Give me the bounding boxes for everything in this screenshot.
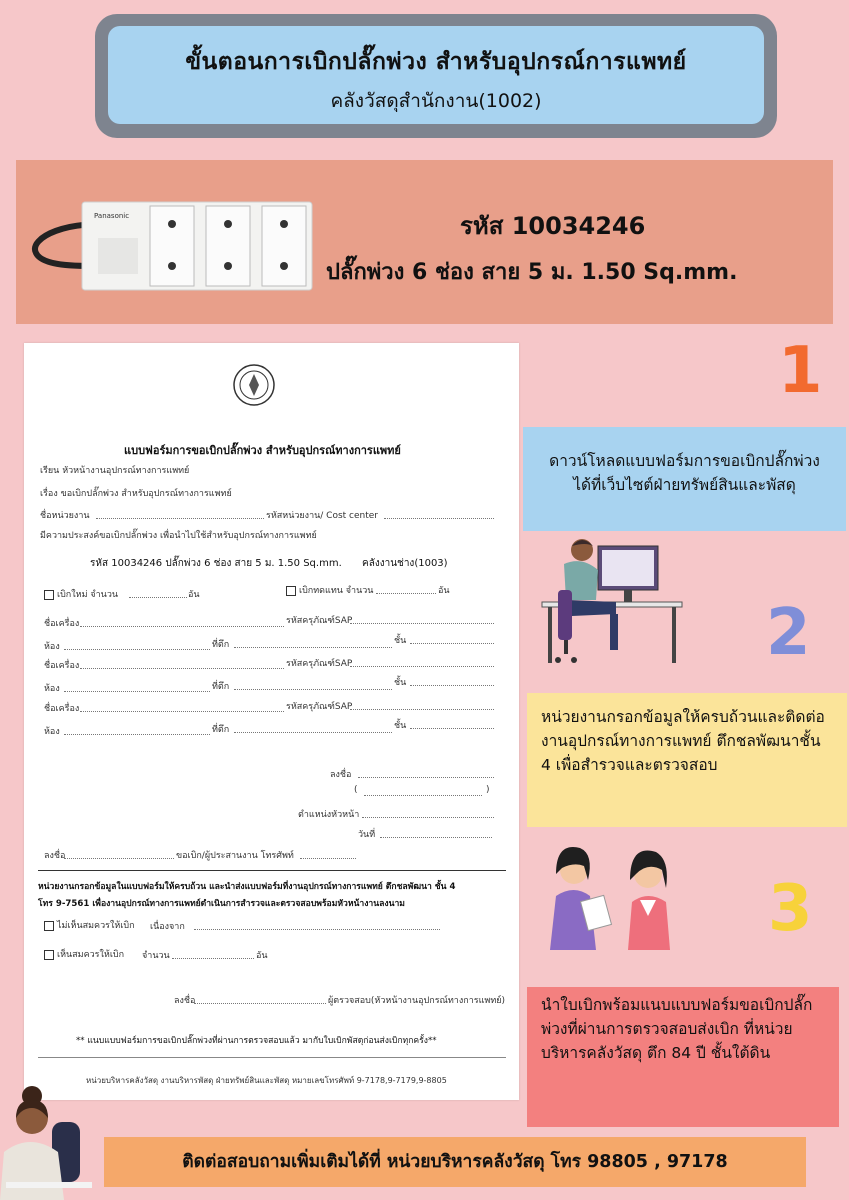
- instructions-line-1: หน่วยงานกรอกข้อมูลในแบบฟอร์มให้ครบถ้วน และนำส่งแบบฟอร์มที่งานอุปกรณ์ทางการแพทย์ ตึกชลพัฒนา ชั้น 4: [38, 882, 456, 892]
- new-unit: อัน: [188, 590, 200, 600]
- name-paren-close: ): [486, 785, 490, 795]
- new-request-option[interactable]: [44, 587, 118, 601]
- sap-field-2[interactable]: [350, 666, 494, 667]
- sign-field[interactable]: [358, 777, 494, 778]
- cost-center-field[interactable]: [384, 518, 494, 519]
- step-2-box: [527, 693, 847, 827]
- step-2-number: 2: [766, 596, 811, 670]
- printed-name-field[interactable]: [364, 795, 482, 796]
- form-to: เรียน หัวหน้างานอุปกรณ์ทางการแพทย์: [40, 466, 190, 476]
- date-field[interactable]: [380, 837, 492, 838]
- inspector-role-label: ผู้ตรวจสอบ(หัวหน้างานอุปกรณ์ทางการแพทย์): [328, 996, 506, 1006]
- contact-text: ติดต่อสอบถามเพิ่มเติมได้ที่ หน่วยบริหารคลังวัสดุ โทร 98805 , 97178: [182, 1152, 728, 1172]
- room-field-1[interactable]: [64, 649, 210, 650]
- floor-field-3[interactable]: [410, 728, 494, 729]
- floor-field-1[interactable]: [410, 643, 494, 644]
- step-1-number: 1: [778, 334, 823, 408]
- replace-unit: อัน: [438, 586, 450, 596]
- qty-unit: อัน: [256, 951, 268, 961]
- cost-center-label: รหัสหน่วยงาน/ Cost center: [266, 511, 378, 521]
- room-field-3[interactable]: [64, 734, 210, 735]
- new-request-label: เบิกใหม่ จำนวน: [57, 590, 119, 600]
- product-name: ปลั๊กพ่วง 6 ช่อง สาย 5 ม. 1.50 Sq.mm.: [326, 260, 738, 285]
- product-code: รหัส 10034246: [460, 212, 646, 240]
- brand-label: Panasonic: [94, 212, 130, 220]
- device-label-3: ชื่อเครื่อง: [44, 704, 80, 714]
- unit-field[interactable]: [96, 518, 264, 519]
- device-label-2: ชื่อเครื่อง: [44, 661, 80, 671]
- request-form: [24, 343, 519, 1100]
- replace-request-checkbox[interactable]: [286, 586, 296, 596]
- divider: [38, 870, 506, 871]
- inspector-sign-label: ลงชื่อ: [174, 996, 196, 1006]
- purpose-text: มีความประสงค์ขอเบิกปลั๊กพ่วง เพื่อนำไปใช้สำหรับอุปกรณ์ทางการแพทย์: [40, 531, 317, 541]
- qty-field[interactable]: [172, 958, 254, 959]
- sap-label-2: รหัสครุภัณฑ์SAP: [286, 659, 353, 669]
- device-field-1[interactable]: [80, 626, 284, 627]
- page-title: ขั้นตอนการเบิกปลั๊กพ่วง สำหรับอุปกรณ์การแพทย์: [185, 49, 687, 75]
- step-1-box: [523, 427, 846, 531]
- conversation-illustration: [538, 836, 688, 954]
- power-strip-image: [28, 198, 318, 294]
- form-title: แบบฟอร์มการขอเบิกปลั๊กพ่วง สำหรับอุปกรณ์ทางการแพทย์: [124, 444, 401, 457]
- replace-request-option[interactable]: [286, 583, 373, 597]
- approved-option[interactable]: [44, 947, 124, 961]
- sap-field-1[interactable]: [350, 623, 494, 624]
- contact-footer: [104, 1137, 806, 1187]
- approved-label: เห็นสมควรให้เบิก: [57, 950, 125, 960]
- form-subject: เรื่อง ขอเบิกปลั๊กพ่วง สำหรับอุปกรณ์ทางการแพทย์: [40, 489, 232, 499]
- device-field-3[interactable]: [80, 711, 284, 712]
- university-seal-icon: [232, 363, 276, 407]
- replace-qty-field[interactable]: [376, 593, 436, 594]
- approved-checkbox[interactable]: [44, 950, 54, 960]
- sap-field-3[interactable]: [350, 709, 494, 710]
- floor-label-2: ชั้น: [394, 678, 407, 688]
- inspector-sign-field[interactable]: [194, 1003, 326, 1004]
- building-field-1[interactable]: [234, 647, 392, 648]
- date-label: วันที่: [358, 830, 376, 840]
- reason-field[interactable]: [194, 929, 440, 930]
- room-label-2: ห้อง: [44, 684, 60, 694]
- instructions-line-2: โทร 9-7561 เพื่องานอุปกรณ์ทางการแพทย์ดำเนินการสำรวจและตรวจสอบพร้อมหัวหน้างานลงนาม: [38, 899, 405, 909]
- form-note: ** แนบแบบฟอร์มการขอเบิกปลั๊กพ่วงที่ผ่านการตรวจสอบแล้ว มากับใบเบิกพัสดุก่อนส่งเบิกทุกครั้ง**: [76, 1036, 437, 1046]
- step-3-number: 3: [768, 872, 813, 946]
- phone-field[interactable]: [300, 858, 356, 859]
- header-panel: [108, 26, 764, 124]
- contact-role-label: ขอเบิก/ผู้ประสานงาน โทรศัพท์: [176, 851, 294, 861]
- reason-label: เนื่องจาก: [150, 922, 185, 932]
- warehouse-label: คลังงานช่าง(1003): [362, 558, 448, 569]
- step-3-box: [527, 987, 839, 1127]
- contact-sign-field[interactable]: [64, 858, 174, 859]
- building-label-3: ที่ตึก: [212, 725, 230, 735]
- step-2-text: หน่วยงานกรอกข้อมูลให้ครบถ้วนและติดต่องานอุปกรณ์ทางการแพทย์ ตึกชลพัฒนาชั้น 4 เพื่อสำรวจและตรวจสอบ: [541, 708, 825, 775]
- building-field-2[interactable]: [234, 689, 392, 690]
- building-label-1: ที่ตึก: [212, 640, 230, 650]
- position-field[interactable]: [362, 817, 494, 818]
- not-approved-checkbox[interactable]: [44, 921, 54, 931]
- floor-label-3: ชั้น: [394, 721, 407, 731]
- building-field-3[interactable]: [234, 732, 392, 733]
- room-label-3: ห้อง: [44, 727, 60, 737]
- step-3-text: นำใบเบิกพร้อมแนบแบบฟอร์มขอเบิกปลั๊กพ่วงที่ผ่านการตรวจสอบส่งเบิก ที่หน่วยบริหารคลังวัสดุ ตึก 84 ปี ชั้นใต้ดิน: [541, 996, 813, 1063]
- phone-operator-illustration: [0, 1082, 94, 1200]
- replace-request-label: เบิกทดแทน จำนวน: [299, 586, 374, 596]
- item-line: รหัส 10034246 ปลั๊กพ่วง 6 ช่อง สาย 5 ม. 1.50 Sq.mm.: [90, 558, 342, 569]
- building-label-2: ที่ตึก: [212, 682, 230, 692]
- sign-label: ลงชื่อ: [330, 770, 352, 780]
- sap-label-3: รหัสครุภัณฑ์SAP: [286, 702, 353, 712]
- new-request-checkbox[interactable]: [44, 590, 54, 600]
- footer-divider: [38, 1057, 506, 1058]
- name-paren: (: [354, 785, 358, 795]
- step-1-text: ดาวน์โหลดแบบฟอร์มการขอเบิกปลั๊กพ่วงได้ที่เว็บไซต์ฝ่ายทรัพย์สินและพัสดุ: [549, 452, 820, 495]
- device-label-1: ชื่อเครื่อง: [44, 619, 80, 629]
- sap-label-1: รหัสครุภัณฑ์SAP: [286, 616, 353, 626]
- room-field-2[interactable]: [64, 691, 210, 692]
- position-label: ตำแหน่งหัวหน้า: [298, 810, 360, 820]
- floor-label-1: ชั้น: [394, 636, 407, 646]
- page-subtitle: คลังวัสดุสำนักงาน(1002): [330, 90, 542, 112]
- computer-user-illustration: [538, 536, 690, 668]
- room-label-1: ห้อง: [44, 642, 60, 652]
- new-qty-field[interactable]: [129, 597, 187, 598]
- qty-label: จำนวน: [142, 951, 170, 961]
- not-approved-label: ไม่เห็นสมควรให้เบิก: [57, 921, 135, 931]
- not-approved-option[interactable]: [44, 918, 135, 932]
- device-field-2[interactable]: [80, 668, 284, 669]
- form-footer: หน่วยบริหารคลังวัสดุ งานบริหารพัสดุ ฝ่ายทรัพย์สินและพัสดุ หมายเลขโทรศัพท์ 9-7178,9-7179,9-8805: [86, 1076, 447, 1085]
- floor-field-2[interactable]: [410, 685, 494, 686]
- unit-label: ชื่อหน่วยงาน: [40, 511, 90, 521]
- contact-sign-label: ลงชื่อ: [44, 851, 66, 861]
